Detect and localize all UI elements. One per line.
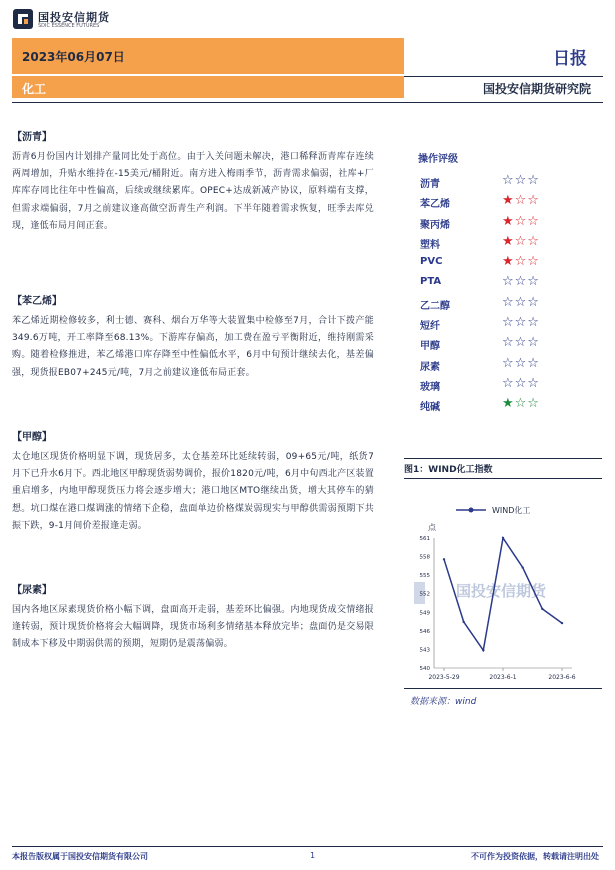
logo-text-cn: 国投安信期货 <box>38 11 110 24</box>
data-point <box>502 537 504 539</box>
rating-stars-icon: ★☆☆ <box>502 233 540 249</box>
rating-product-name: 尿素 <box>420 361 440 373</box>
section-title: 【尿素】 <box>12 585 52 596</box>
report-type: 日报 <box>553 49 587 69</box>
y-tick-label: 558 <box>419 554 430 561</box>
y-tick-label: 546 <box>419 628 430 635</box>
rating-row <box>418 376 603 396</box>
rating-row <box>418 234 603 254</box>
report-sector: 化工 <box>22 82 47 96</box>
section-methanol <box>12 428 374 535</box>
rating-row <box>418 315 603 335</box>
rating-row <box>418 193 603 213</box>
rating-stars-icon: ☆☆☆ <box>502 335 540 351</box>
y-tick-label: 555 <box>419 573 430 580</box>
rating-product-name: 苯乙烯 <box>420 199 450 211</box>
rating-product-name: 纯碱 <box>420 402 440 414</box>
rating-row <box>418 335 603 355</box>
y-tick-label: 561 <box>419 536 430 542</box>
figure-divider-top <box>404 458 602 459</box>
y-tick-label: 540 <box>419 666 430 672</box>
rating-panel <box>418 150 603 417</box>
section-title: 【苯乙烯】 <box>12 296 62 307</box>
rating-product-name: 玻璃 <box>420 381 440 393</box>
header-band-bottom <box>12 76 404 98</box>
rating-stars-icon: ☆☆☆ <box>502 294 540 310</box>
data-point <box>561 622 563 624</box>
footer-divider <box>12 846 603 847</box>
report-date: 2023年06月07日 <box>22 50 125 64</box>
rating-stars-icon: ☆☆☆ <box>502 355 540 371</box>
y-axis-label: 点 <box>428 523 436 532</box>
header-divider <box>404 76 603 77</box>
footer-copyright: 本报告版权属于国投安信期货有限公司 <box>12 852 148 861</box>
rating-stars-icon: ★☆☆ <box>502 193 540 209</box>
x-tick-label: 2023-6-1 <box>489 674 517 681</box>
rating-stars-icon: ★☆☆ <box>502 254 540 270</box>
rating-row <box>418 274 603 294</box>
wind-chemical-index-chart <box>404 490 602 685</box>
rating-product-name: PVC <box>420 256 443 268</box>
x-tick-label: 2023-5-29 <box>428 674 460 681</box>
rating-list <box>418 173 603 417</box>
company-logo <box>12 6 122 34</box>
figure-divider <box>404 478 602 479</box>
rating-row <box>418 396 603 416</box>
section-body: 沥青6月份国内计划排产量同比处于高位。由于入关问题未解决，港口稀释沥青库存连续两周增加，升贴水维持在-15美元/桶附近。南方进入梅雨季节，沥青需求偏弱，社库+厂库库存同比往年中性偏高，后续或继续累库。OPEC+达成新减产协议，原料端有支撑，但需求端偏弱，7月之前建议逢高做空沥青生产利润。下半年随着需求恢复，旺季去库兑现，逢低布局月间正套。 <box>12 152 374 231</box>
figure-divider-bottom <box>404 688 602 689</box>
section-body: 太仓地区现货价格明显下调，现货居多，太仓基差环比延续转弱，09+65元/吨，纸货7月下已升水6月下。西北地区甲醇现货弱势调价，报价1820元/吨，6月中旬西北产区装置重启增多，内地甲醇现货压力将会逐步增大；港口地区MTO继续出货，增大其停车的猜想。坑口煤在港口煤调涨的情绪下企稳，盘面单边价格煤炭弱现实与甲醇供需弱预期下共振下跌，9-1月间价差报逢走弱。 <box>12 452 374 531</box>
rating-stars-icon: ☆☆☆ <box>502 274 540 290</box>
data-point <box>482 649 484 651</box>
rating-stars-icon: ★☆☆ <box>502 213 540 229</box>
rating-row <box>418 214 603 234</box>
logo-mark-icon <box>12 8 34 30</box>
page-number: 1 <box>310 851 316 860</box>
rating-stars-icon: ★☆☆ <box>502 396 540 412</box>
data-point <box>541 608 543 610</box>
section-body: 国内各地区尿素现货价格小幅下调，盘面高开走弱，基差环比偏强。内地现货成交情绪报逢转弱，预计现货价格将会大幅调降，现货市场利多情绪基本释放完毕；盘面仍是交易限制成本下移及中期弱供需的预期，短期仍是震荡偏弱。 <box>12 605 374 650</box>
rating-product-name: 乙二醇 <box>420 300 450 312</box>
rating-product-name: 塑料 <box>420 239 440 251</box>
y-tick-label: 552 <box>419 591 430 598</box>
rating-row <box>418 356 603 376</box>
rating-row <box>418 254 603 274</box>
footer-disclaimer: 不可作为投资依据，转载请注明出处 <box>471 852 599 861</box>
legend-label: WIND化工 <box>492 506 531 515</box>
section-body: 苯乙烯近期检修较多，利士德、赛科、烟台万华等大装置集中检修至7月，合计下拨产能349.6万吨，开工率降至68.13%。下游库存偏高，加工费在盈亏平衡附近，维持刚需采购。随着检修推进，苯乙烯港口库存降至中性偏低水平，6月中旬预计继续去化，基差偏强，现货报EB07+245元/吨，7月之前建议逢低布局正套。 <box>12 316 374 378</box>
section-title: 【甲醇】 <box>12 432 52 443</box>
rating-stars-icon: ☆☆☆ <box>502 173 540 188</box>
rating-title: 操作评级 <box>418 154 458 165</box>
section-styrene <box>12 292 374 382</box>
rating-product-name: 沥青 <box>420 179 440 190</box>
figure-title: 图1：WIND化工指数 <box>404 465 493 475</box>
rating-row <box>418 295 603 315</box>
y-tick-label: 549 <box>419 610 430 617</box>
rating-row <box>418 173 603 193</box>
x-tick-label: 2023-6-6 <box>548 674 576 681</box>
rating-product-name: 甲醇 <box>420 341 440 353</box>
section-title: 【沥青】 <box>12 132 52 143</box>
logo-text-en: SDIC ESSENCE FUTURES <box>38 23 100 29</box>
rating-product-name: 聚丙烯 <box>420 219 450 231</box>
rating-product-name: PTA <box>420 276 442 288</box>
section-urea <box>12 581 374 654</box>
header-divider-bottom <box>12 102 603 103</box>
rating-product-name: 短纤 <box>420 321 440 333</box>
rating-stars-icon: ☆☆☆ <box>502 315 540 331</box>
y-tick-label: 543 <box>419 647 430 654</box>
legend-marker <box>469 508 474 513</box>
chart-watermark: 国投安信期货 <box>456 582 547 600</box>
data-point <box>443 558 445 560</box>
rating-stars-icon: ☆☆☆ <box>502 375 540 391</box>
institute-name: 国投安信期货研究院 <box>482 82 591 96</box>
data-point <box>521 566 523 568</box>
data-source: 数据来源：wind <box>410 697 477 707</box>
section-asphalt <box>12 128 374 235</box>
data-point <box>462 621 464 623</box>
